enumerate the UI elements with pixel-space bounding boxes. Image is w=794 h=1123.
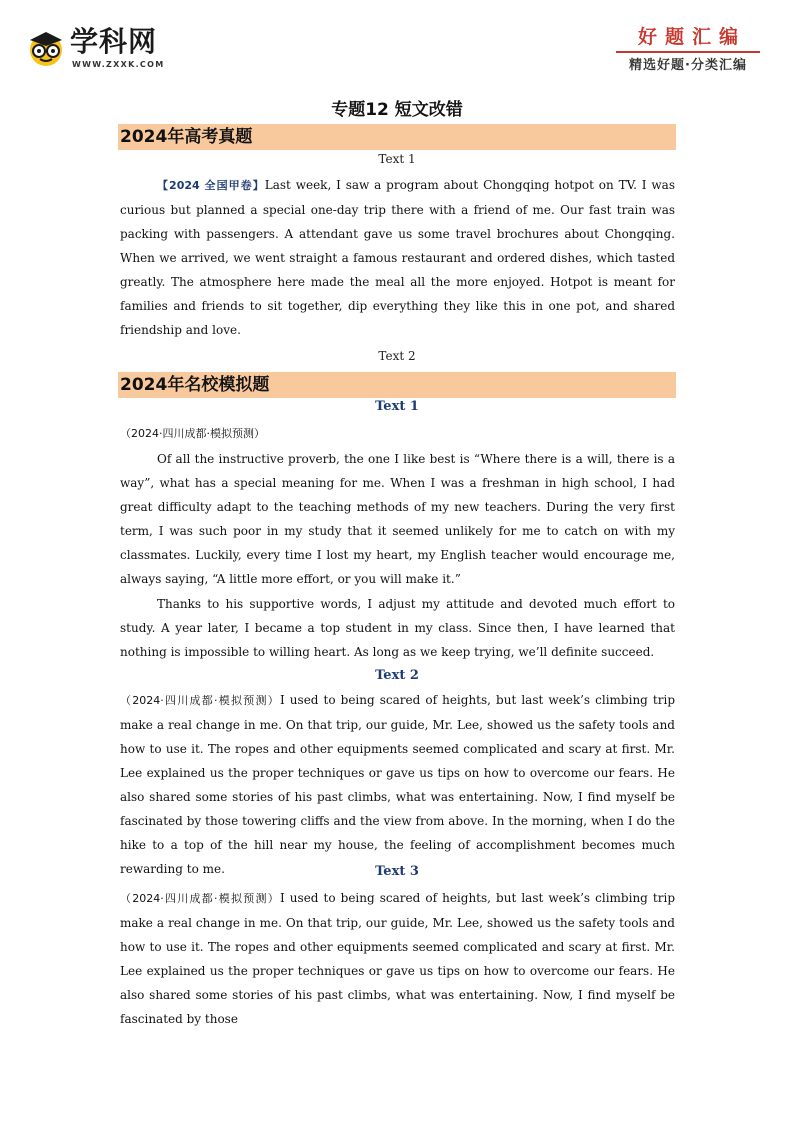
passage-paragraph: Of all the instructive proverb, the one I like best is “Where there is a will, there is a way”, what has a special meaning for me. When I was a freshman in high school, I had great difficulty adapt to the teaching methods of my new teachers. During the very first term, I was such poor in my study that it seemed unlikely for me to catch on with my classmates. Luckily, every time I lost my heart, my English teacher would encourage me, always saying, “A little more effort, or you will make it.” [120, 452, 675, 586]
section-heading-mock: 2024年名校模拟题 [118, 372, 676, 398]
brand-title: 好题汇编 [637, 26, 746, 48]
passage-text [120, 886, 675, 1031]
text-label: Text 2 [378, 349, 416, 363]
brand-subtitle: 精选好题·分类汇编 [629, 58, 747, 73]
brand-badge [616, 24, 760, 78]
passage-text [120, 688, 675, 881]
exam-tag: 【2024 全国甲卷】 [157, 179, 265, 192]
source-line: （2024·四川成都·模拟预测） [120, 427, 265, 440]
source-line: （2024·四川成都·模拟预测） [120, 892, 280, 905]
text-label: Text 1 [378, 152, 416, 166]
text-label: Text 3 [375, 864, 419, 879]
document-title: 专题12 短文改错 [331, 100, 463, 120]
passage-body: I used to being scared of heights, but last week’s climbing trip make a real change in me. On that trip, our guide, Mr. Lee, showed us the safety tools and how to use it. The ropes and other equipments seemed complicated and scary at first. Mr. Lee explained us the proper techniques or gave us tips on how to overcome our fears. He also shared some stories of his past climbs, what was entertaining. Now, I find myself be fascinated by those [120, 891, 675, 1026]
page-header [0, 0, 794, 86]
zxxk-logo[interactable] [26, 22, 176, 78]
passage-paragraph: Thanks to his supportive words, I adjust my attitude and devoted much effort to study. A year later, I became a top student in my class. Since then, I have learned that nothing is impossible to willing heart. As long as we keep trying, we’ll definite succeed. [120, 597, 675, 659]
text-label: Text 2 [375, 668, 419, 683]
mascot-icon [26, 28, 66, 68]
text-label: Text 1 [375, 399, 419, 414]
source-line: （2024·四川成都·模拟预测） [120, 694, 280, 707]
passage-body: Last week, I saw a program about Chongqing hotpot on TV. I was curious but planned a special one-day trip there with a friend of me. Our fast train was packing with passengers. A attendant gave us some travel brochures about Chongqing. When we arrived, we went straight a famous restaurant and ordered dishes, which tasted greatly. The atmosphere here made the meal all the more enjoyed. Hotpot is meant for families and friends to sit together, dip everything they like this in one pot, and shared friendship and love. [120, 178, 675, 337]
section-heading-gaokao: 2024年高考真题 [118, 124, 676, 150]
passage-text [120, 173, 675, 342]
passage-body: I used to being scared of heights, but last week’s climbing trip make a real change in me. On that trip, our guide, Mr. Lee, showed us the safety tools and how to use it. The ropes and other equipments seemed complicated and scary at first. Mr. Lee explained us the proper techniques or gave us tips on how to overcome our fears. He also shared some stories of his past climbs, what was entertaining. Now, I find myself be fascinated by those towering cliffs and the view from above. In the morning, when I do the hike to a top of the hill near my house, the feeling of accomplishment becomes much rewarding to me. [120, 693, 675, 876]
logo-text: 学科网 [70, 25, 158, 58]
brand-divider [616, 51, 760, 53]
logo-url: WWW.ZXXK.COM [72, 60, 165, 69]
